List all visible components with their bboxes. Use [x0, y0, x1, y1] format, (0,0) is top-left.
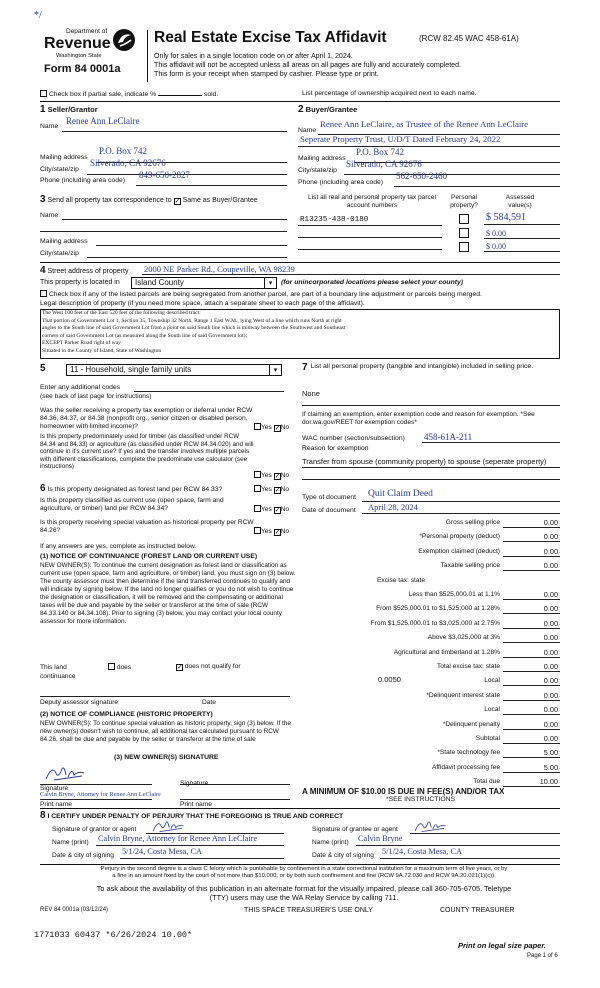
county-select[interactable]: Island County ▾ [131, 277, 277, 289]
notice-continuance-body: NEW OWNER(S): To continue the current designation as forest land or classification as current use (open space, farm and agriculture, or timber) land, you must sign on (3) below. The county assessor must then determine if the land transferred continues to qualify and will indicate by signing below. If the land no longer qualifies or you do not wish to continue the designation or classification, it will be removed and the compensating or additional taxes will be due and payable by the seller or transferor at the time of sale (RCW 84.33.140 or 84.34.108). Prior to signing (3) below, you may contact your local county assessor for more information. [40, 562, 296, 626]
section7-heading: 7 List all personal property (tangible and intangible) included in selling price. [302, 362, 534, 373]
q-timber-agriculture: Is this property predominately used for timber (as classified under RCW 84.34 and 84.33) or agriculture (as classified under RCW 84.34.020) and will continue in it's current use? If yes and the transfer involves multiple parcels with different classifications, complete the predominate use calculator (see instructions) [40, 433, 254, 471]
historic-no-checkbox[interactable]: ✓ [274, 529, 281, 536]
personal-property-checkbox-3[interactable] [459, 242, 469, 252]
current-use-no-checkbox[interactable]: ✓ [274, 507, 281, 514]
calc-label: *State technology fee [437, 749, 500, 757]
q-timber-answer: Yes ✓No [254, 471, 289, 480]
q-historic: Is this property receiving special valuation as historical property per RCW 84.26? [40, 519, 254, 535]
notice-compliance-body: NEW OWNER(S): To continue special valuation as historic property, sign (3) below. If the new owner(s) doesn't wish to continue, all additional tax calculated pursuant to RCW 84.26, shall be due and payable by the seller or transferor at the time of sale [40, 720, 291, 744]
segregated-checkbox[interactable] [40, 290, 47, 297]
calc-label: From $1,525,000.01 to $3,025,000 at 2.75% [370, 619, 500, 627]
same-as-buyer-checkbox[interactable]: ✓ [174, 198, 181, 205]
legal-size-note: Print on legal size paper. [458, 941, 546, 950]
seller-mailing[interactable]: P.O. Box 742 [99, 146, 148, 156]
calc-label: Total excise tax: state [436, 663, 500, 670]
form-revision: REV 84 0001a (03/12/24) [40, 907, 109, 913]
signature-image [44, 763, 90, 783]
q-exemption-deferral: Was the seller receiving a property tax exemption or deferral under RCW 84.36, 84.37, or 84.38 (nonprofit org., senior citizen or disabled person, homeowner with limited income)? [40, 407, 253, 431]
partial-sale-checkbox[interactable] [40, 90, 47, 97]
wac-number[interactable]: 458-61A-211 [424, 432, 473, 442]
partial-sale-row: Check box if partial sale, indicate % sold. [40, 90, 218, 99]
calc-value[interactable]: 0.00 [543, 690, 558, 700]
current-use-yes-checkbox[interactable] [254, 505, 261, 512]
calc-label: Exemption claimed (deduct) [418, 547, 500, 555]
calc-label: *Delinquent penalty [442, 720, 500, 728]
page-number: Page 1 of 6 [527, 953, 558, 959]
header-line-1: Only for sales in a single location code on or after April 1, 2024. [154, 52, 353, 60]
does-qualify-checkbox[interactable] [108, 663, 115, 670]
ownership-note: List percentage of ownership acquired next to each name. [302, 90, 477, 97]
exemption-yes-checkbox[interactable] [254, 423, 261, 430]
use-code-select[interactable]: 11 - Household, single family units ▾ [66, 364, 282, 376]
treasurer-use: THIS SPACE TREASURER'S USE ONLY [244, 907, 373, 914]
minimum-due: A MINIMUM OF $10.00 IS DUE IN FEE(S) AND/OR TAX [302, 787, 505, 796]
q-current-use-answer: Yes ✓No [254, 505, 289, 514]
perjury-line-2: a fine in an amount fixed by the court of not more than $10,000, or by both such confinement and fine (RCW 9A.72.030 and RCW 9A.20.021(1)(c)). [112, 873, 496, 879]
alt-format-line-2: (TTY) users may use the WA Relay Service by calling 711. [209, 893, 399, 902]
notice-compliance-title: (2) NOTICE OF COMPLIANCE (HISTORIC PROPERTY) [40, 711, 213, 718]
chevron-down-icon: ▾ [269, 365, 281, 376]
calc-label: Total due [473, 778, 500, 786]
exemption-no-checkbox[interactable]: ✓ [274, 425, 281, 432]
logo-revenue: Revenue [44, 35, 111, 52]
calc-label: Local [484, 706, 500, 714]
timber-no-checkbox[interactable]: ✓ [274, 473, 281, 480]
calc-value[interactable]: 0.00 [543, 662, 558, 671]
seller-phone[interactable]: 849-650-2827 [139, 170, 190, 180]
street-address[interactable]: 2000 NE Parker Rd., Coupeville, WA 98239 [144, 264, 295, 274]
q-forest-answer: Yes ✓No [254, 485, 289, 494]
document-date[interactable]: April 28, 2024 [368, 502, 418, 512]
calc-label: Local [484, 677, 500, 685]
calc-value[interactable]: 0.00 [543, 604, 558, 614]
segregated-row: Check box if any of the listed parcels are being segregated from another parcel, are part of a boundary line adjustment or parcels being merged. [40, 290, 482, 299]
parcels-col-assessed: Assessed value(s) [505, 194, 535, 209]
assessed-value-3[interactable]: $ 0.00 [486, 242, 506, 251]
correspondence-heading: 3 Send all property tax correspondence to ✓ Same as Buyer/Grantee [40, 194, 258, 205]
buyer-name-1[interactable]: Renee Ann LeClaire, as Trustee of the Renee Ann LeClaire [320, 119, 529, 129]
handwritten-mark: */ [34, 10, 42, 21]
grantor-signature-image [150, 818, 190, 834]
forest-yes-checkbox[interactable] [254, 485, 261, 492]
calc-value[interactable]: 0.00 [543, 590, 558, 599]
calc-value[interactable]: 0.00 [543, 719, 558, 729]
calc-value[interactable]: 0.00 [543, 561, 558, 571]
assessed-value-1[interactable]: $ 584,591 [486, 212, 526, 223]
calc-value[interactable]: 5.00 [543, 762, 558, 772]
personal-property-checkbox-1[interactable] [459, 214, 469, 224]
calc-value[interactable]: 0.00 [543, 532, 558, 542]
calc-value[interactable]: 10.00 [539, 777, 558, 787]
calc-label: Less than $525,000.01 at 1.1% [408, 591, 500, 598]
buyer-name-2[interactable]: Seperate Property Trust, U/D/T Dated February 24, 2022 [300, 134, 501, 144]
calc-value[interactable]: 0.00 [543, 618, 558, 628]
calc-value[interactable]: 0.00 [543, 676, 558, 686]
calc-label: From $525,000.01 to $1,525,000 at 1.28% [376, 605, 500, 613]
personal-property-checkbox-2[interactable] [459, 228, 469, 238]
see-instructions: *SEE INSTRUCTIONS [386, 796, 456, 803]
buyer-phone[interactable]: 562-650-2460 [396, 171, 447, 181]
calc-label: Subtotal [475, 735, 500, 742]
q-current-use: Is this property classified as current use (open space, farm and agriculture, or timber) land per RCW 84.34? [40, 497, 224, 513]
personal-property-list[interactable]: None [302, 389, 320, 398]
calc-value[interactable]: 0.00 [543, 546, 558, 556]
does-not-qualify-checkbox[interactable]: ✓ [177, 664, 183, 671]
calc-label: Above $3,025,000 at 3% [427, 634, 500, 642]
forest-no-checkbox[interactable]: ✓ [274, 487, 281, 494]
new-owner-signature-title: (3) NEW OWNER(S) SIGNATURE [114, 754, 219, 761]
assessed-value-2[interactable]: $ 0.00 [486, 229, 506, 238]
grantee-date-city[interactable]: 5/1/24, Costa Mesa, CA [382, 847, 462, 856]
form-number: Form 84 0001a [44, 63, 121, 75]
calc-value[interactable]: 0.00 [543, 734, 558, 743]
grantee-signature-image [412, 818, 452, 834]
calc-value[interactable]: 0.00 [543, 518, 558, 527]
calc-label: Taxable selling price [440, 562, 500, 570]
parcel-account-1[interactable]: R13235-438-0180 [300, 216, 369, 224]
logo-state: Washington State [56, 53, 102, 59]
buyer-city[interactable]: Silverado, CA 92676 [346, 159, 422, 169]
calc-value[interactable]: 0.00 [543, 633, 558, 643]
buyer-heading: 2 Buyer/Grantee [298, 104, 358, 115]
new-owner-signer-name[interactable]: Calvin Bryne, Attorney for Renee Ann LeClaire [40, 791, 161, 798]
seller-heading: 1 Seller/Grantor [40, 104, 98, 115]
exemption-note: If claiming an exemption, enter exemption code and reason for exemption. *See dor.wa.gov/REET for exemption codes* [302, 411, 535, 427]
grantor-print-name[interactable]: Calvin Bryne, Attorney for Renee Ann LeClaire [98, 834, 258, 843]
certify-heading: 8 I CERTIFY UNDER PENALTY OF PERJURY THAT THE FOREGOING IS TRUE AND CORRECT [40, 810, 344, 821]
parcels-col-personal: Personal property? [450, 194, 478, 209]
county-treasurer: COUNTY TREASURER [440, 907, 515, 914]
calc-value[interactable]: 5.00 [543, 748, 558, 758]
grantee-print-name[interactable]: Calvin Bryne [358, 834, 403, 843]
header-line-3: This form is your receipt when stamped by cashier. Please type or print. [154, 70, 379, 78]
q-forest-land: 6 Is this property designated as forest land per RCW 84.33? [40, 483, 223, 494]
alt-format-line-1: To ask about the availability of this publication in an alternate format for the visually impaired, please call 360-705-6705. Teletype [96, 884, 512, 893]
calc-label: Gross selling price [445, 519, 500, 526]
calc-label: Excise tax: state [376, 576, 425, 584]
dor-logo-icon [112, 28, 136, 52]
q-historic-answer: Yes ✓No [254, 527, 289, 536]
historic-yes-checkbox[interactable] [254, 527, 261, 534]
q-exemption-answer: Yes ✓No [254, 423, 289, 432]
buyer-mailing[interactable]: P.O. Box 742 [356, 147, 405, 157]
calc-label: Agricultural and timberland at 1.28% [393, 648, 500, 656]
grantor-date-city[interactable]: 5/1/24, Costa Mesa, CA [122, 847, 202, 856]
parcels-col-accounts: List all real and personal property tax parcel account numbers [308, 194, 436, 209]
chevron-down-icon: ▾ [264, 278, 276, 289]
calc-value[interactable]: 0.00 [543, 647, 558, 657]
calc-label: Affidavit processing fee [431, 763, 500, 771]
legal-description[interactable]: The West 100 feet of the East 520 feet of the following described tract: That portion of Government Lot 1, Section 35, Township 32 North, Range 1 East W.M., lying West of a line which runs North at right angles to the South line of said Government Lot from a point on said South line which is midway between the Southwest and Southeast corners of said Government Lot (as measured along the South line of said Government lot); EXCEPT Parker Road right of way Situated in the County of Island, State of Washington [40, 309, 560, 359]
county-note: (for unincorporated locations please select your county) [281, 279, 464, 286]
logo-dept: Department of [66, 28, 108, 35]
document-type[interactable]: Quit Claim Deed [368, 489, 433, 499]
perjury-line-1: Perjury in the second degree is a class C felony which is punishable by confinement in a state correctional institution for a maximum term of five years, or by [100, 866, 508, 872]
form-title: Real Estate Excise Tax Affidavit [154, 29, 387, 46]
legal-label: Legal description of property (if you need more space, attach a separate sheet to each page of the affidavit). [40, 300, 365, 307]
calc-label: *Personal property (deduct) [419, 533, 500, 541]
local-tax-rate[interactable]: 0.0050 [378, 675, 401, 685]
calc-value[interactable]: 0.00 [543, 705, 558, 715]
timber-yes-checkbox[interactable] [254, 471, 261, 478]
notice-continuance-title: (1) NOTICE OF CONTINUANCE (FOREST LAND OR CURRENT USE) [40, 553, 258, 560]
exemption-reason[interactable]: Transfer from spouse (community property) to spouse (seperate property) [302, 457, 547, 466]
seller-city[interactable]: Silverado, CA 92676 [90, 158, 166, 168]
calc-label: *Delinquent interest state [426, 691, 500, 699]
form-rcw: (RCW 82.45 WAC 458-61A) [419, 34, 519, 43]
header-line-2: This affidavit will not be accepted unless all areas on all pages are fully and accurately completed. [154, 61, 462, 69]
dor-logo [44, 28, 144, 84]
street-row: 4 Street address of property [40, 265, 129, 276]
cashier-stamp: 1771033 60437 *6/26/2024 10.00* [34, 930, 193, 940]
seller-name[interactable]: Renee Ann LeClaire [66, 116, 140, 126]
